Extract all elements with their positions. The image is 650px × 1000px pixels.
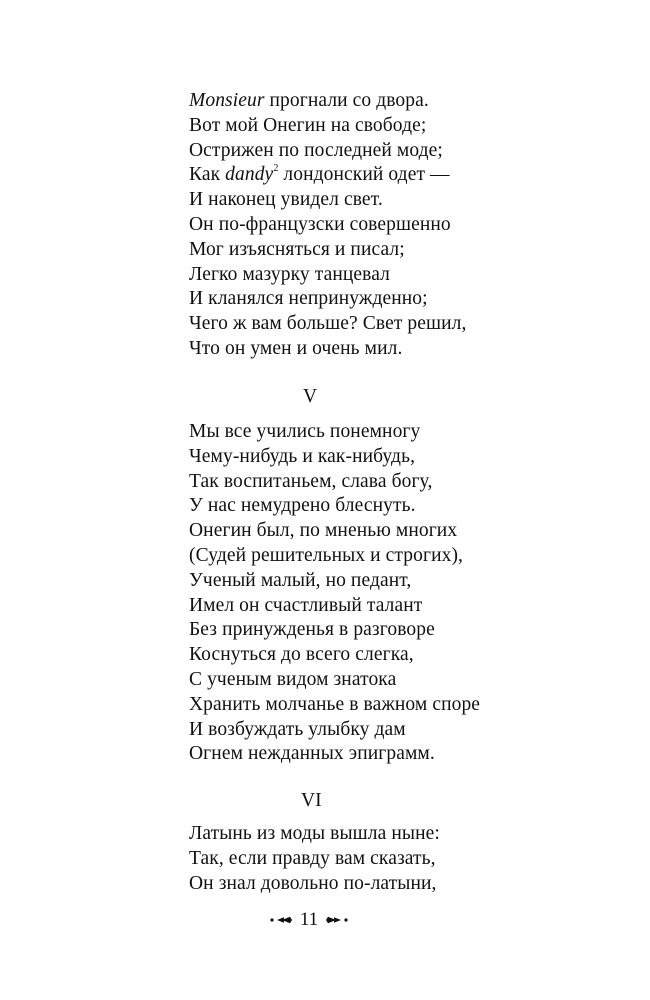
verse-line: Имел он счастливый талант	[189, 594, 423, 616]
page-number: 11	[299, 909, 319, 930]
footnote-marker[interactable]: 2	[273, 163, 279, 175]
verse-line: Он по-французски совершенно	[189, 213, 451, 235]
verse-line: Онегин был, по мненью многих	[189, 520, 458, 542]
stanza-numeral-v: V	[303, 386, 318, 407]
verse-line	[189, 89, 467, 114]
verse-line: Чему-нибудь и как-нибудь,	[189, 445, 416, 467]
verse-line: Мог изъясняться и писал;	[189, 238, 405, 260]
italic-word: dandy	[225, 164, 274, 186]
verse-line: С ученым видом знатока	[189, 668, 397, 690]
verse-line: Ученый малый, но педант,	[189, 569, 412, 591]
verse-text: прогнали со двора.	[264, 90, 429, 111]
verse-line: И кланялся непринужденно;	[189, 288, 428, 310]
verse-line: Хранить молчанье в важном споре	[189, 693, 481, 715]
page-folio	[264, 906, 354, 934]
verse-line: (Судей решительных и строгих),	[189, 544, 464, 566]
stanza-vi	[189, 822, 440, 896]
verse-line: Чего ж вам больше? Свет решил,	[189, 313, 467, 335]
verse-line: Он знал довольно по-латыни,	[189, 872, 437, 894]
verse-line: Коснуться до всего слегка,	[189, 644, 414, 666]
stanza-numeral-vi: VI	[301, 790, 322, 811]
verse-line: Огнем нежданных эпиграмм.	[189, 743, 435, 765]
verse-line: Острижен по последней моде;	[189, 139, 443, 161]
verse-line: И наконец увидел свет.	[189, 189, 383, 211]
verse-line: Так, если правду вам сказать,	[189, 847, 436, 869]
verse-line: Что он умен и очень мил.	[189, 337, 403, 359]
verse-line: Легко мазурку танцевал	[189, 263, 390, 285]
ornament-left-pointing-icon	[325, 915, 349, 925]
verse-text: Как	[189, 164, 226, 186]
verse-line: Вот мой Онегин на свободе;	[189, 114, 427, 136]
verse-line	[189, 163, 467, 188]
verse-text: лондонский одет —	[278, 164, 450, 186]
verse-line: Так воспитаньем, слава богу,	[189, 470, 433, 492]
verse-line: И возбуждать улыбку дам	[189, 718, 406, 740]
verse-line: Без принужденья в разговоре	[189, 619, 435, 641]
verse-line: Мы все учились понемногу	[189, 421, 421, 442]
stanza-v	[189, 420, 480, 767]
verse-line: У нас немудрено блеснуть.	[189, 495, 416, 517]
stanza-iv-continuation	[189, 89, 467, 362]
ornament-right-pointing-icon	[269, 915, 293, 925]
verse-line: Латынь из моды вышла ныне:	[189, 823, 440, 844]
italic-word: Monsieur	[189, 90, 265, 111]
